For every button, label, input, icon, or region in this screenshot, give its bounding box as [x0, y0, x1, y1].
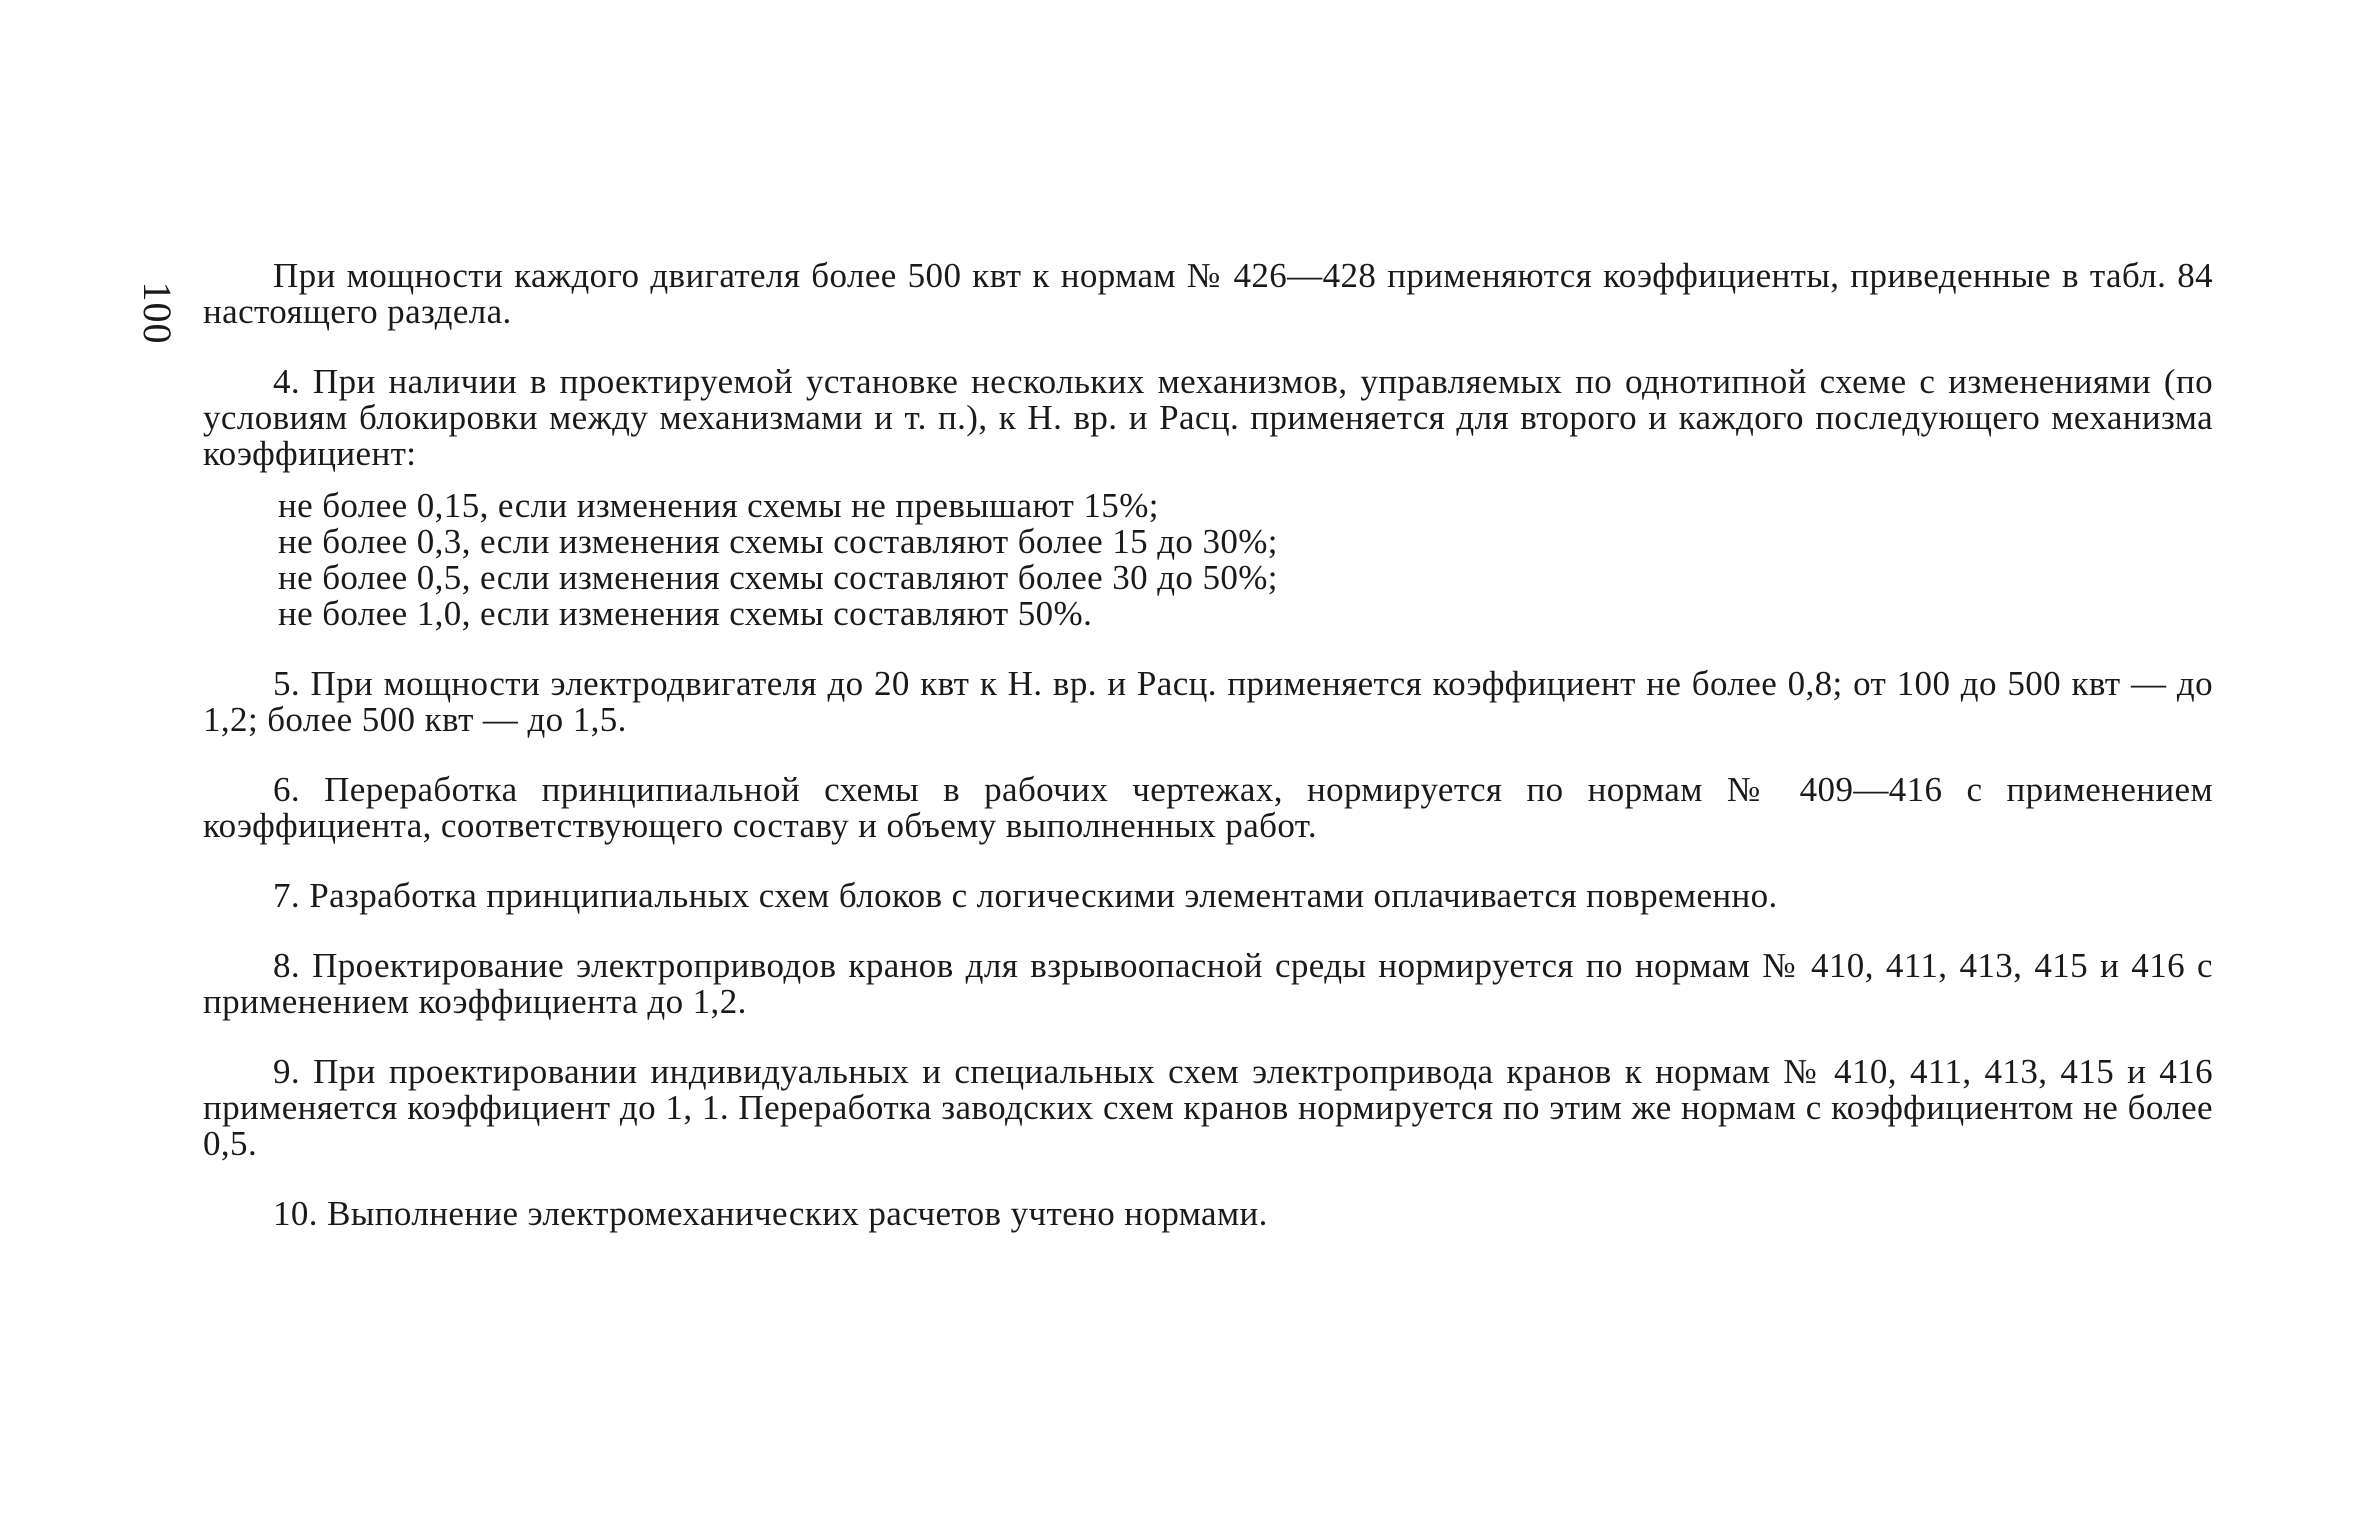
paragraph-5: 5. При мощности электродвигателя до 20 квт к Н. вр. и Расц. применяется коэффициент не более 0,8; от 100 до 500 квт — до 1,2; более 500 квт — до 1,5. [203, 664, 2213, 739]
list-item: не более 0,3, если изменения схемы составляют более 15 до 30%; [278, 522, 1278, 561]
paragraph-4: 4. При наличии в проектируемой установке нескольких механизмов, управляемых по однотипной схеме с изменениями (по условиям блокировки между механизмами и т. п.), к Н. вр. и Расц. применяется для второго и каждого последующего механизма коэффициент: [203, 362, 2213, 473]
paragraph-intro: При мощности каждого двигателя более 500 квт к нормам № 426—428 применяются коэффициенты, приведенные в табл. 84 настоящего раздела. [203, 256, 2213, 331]
paragraph-7: 7. Разработка принципиальных схем блоков с логическими элементами оплачивается повременно. [273, 876, 1778, 915]
paragraph-6: 6. Переработка принципиальной схемы в рабочих чертежах, нормируется по нормам № 409—416 с применением коэффициента, соответствующего составу и объему выполненных работ. [203, 770, 2213, 845]
coefficient-list [203, 488, 2213, 632]
paragraph-8: 8. Проектирование электроприводов кранов для взрывоопасной среды нормируется по нормам № 410, 411, 413, 415 и 416 с применением коэффициента до 1,2. [203, 946, 2213, 1021]
list-item: не более 0,15, если изменения схемы не превышают 15%; [278, 486, 1159, 525]
paragraph-9: 9. При проектировании индивидуальных и специальных схем электропривода кранов к нормам № 410, 411, 413, 415 и 416 применяется коэффициент до 1, 1. Переработка заводских схем кранов нормируется по этим же нормам с коэффициентом не более 0,5. [203, 1052, 2213, 1163]
document-body [203, 258, 2213, 1232]
list-item: не более 0,5, если изменения схемы составляют более 30 до 50%; [278, 558, 1278, 597]
paragraph-10: 10. Выполнение электромеханических расчетов учтено нормами. [273, 1194, 1268, 1233]
page-number: 100 [135, 281, 180, 345]
list-item: не более 1,0, если изменения схемы составляют 50%. [278, 594, 1093, 633]
